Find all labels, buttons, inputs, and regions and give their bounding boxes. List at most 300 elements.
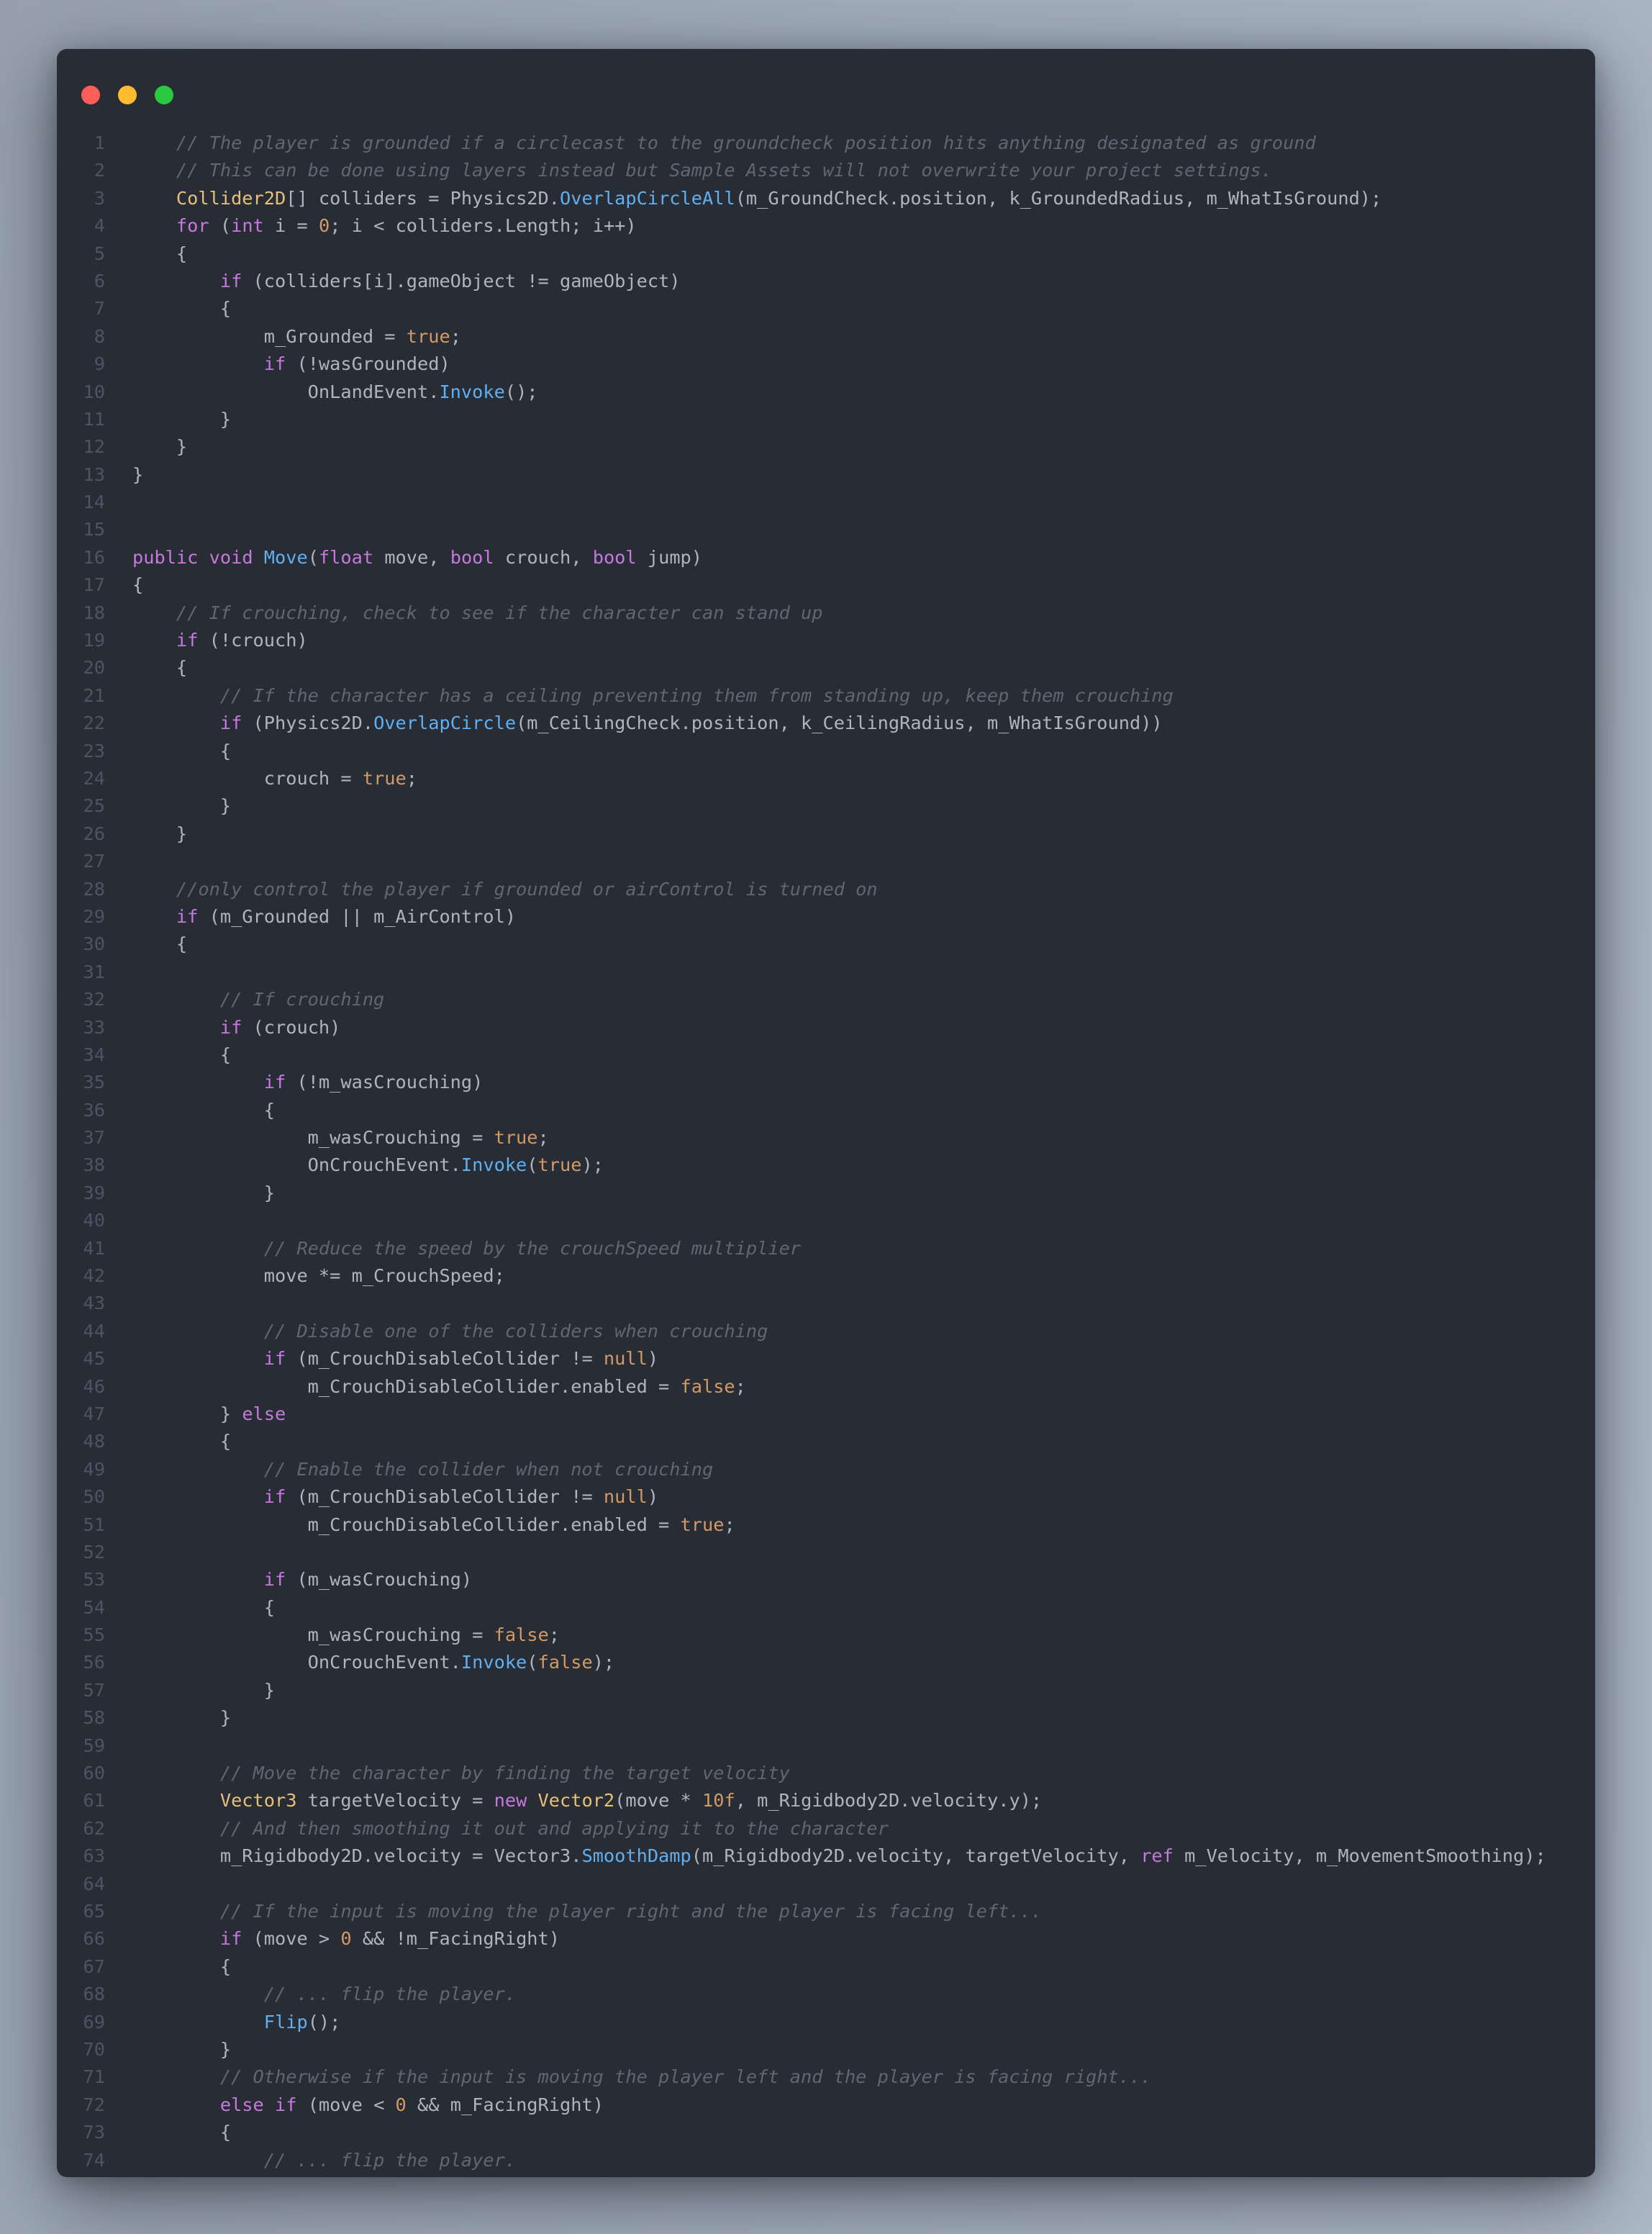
code-segment: } — [132, 1707, 232, 1729]
code-segment: ); — [581, 1154, 604, 1176]
code-line — [57, 516, 1595, 543]
code-line — [57, 1097, 1595, 1124]
code-line — [57, 461, 1595, 489]
line-number: 4 — [94, 215, 105, 237]
code-segment: OnCrouchEvent. — [132, 1652, 461, 1673]
code-text — [105, 1981, 516, 2008]
code-text — [105, 1594, 275, 1622]
line-number: 50 — [83, 1486, 105, 1508]
code-segment: else — [242, 1403, 286, 1424]
code-segment — [132, 1486, 264, 1507]
code-line — [57, 433, 1595, 461]
code-line — [57, 1677, 1595, 1704]
code-line — [57, 959, 1595, 986]
code-text — [105, 1345, 658, 1372]
code-segment: false — [494, 1624, 549, 1646]
code-segment: if — [263, 353, 286, 375]
code-line — [57, 738, 1595, 765]
code-segment: (colliders[i].gameObject != gameObject) — [242, 270, 681, 291]
code-line — [57, 1566, 1595, 1593]
code-segment: { — [132, 298, 232, 320]
code-segment: } — [132, 2038, 232, 2060]
code-line — [57, 571, 1595, 599]
code-segment: SmoothDamp — [581, 1845, 691, 1867]
code-editor-window — [57, 49, 1595, 2177]
code-line — [57, 1345, 1595, 1372]
code-segment — [132, 1928, 220, 1949]
code-segment: if — [219, 1016, 242, 1038]
window-titlebar — [81, 86, 173, 104]
line-number: 24 — [83, 767, 105, 789]
code-segment: true — [537, 1154, 582, 1176]
code-line — [57, 765, 1595, 792]
code-line — [57, 1318, 1595, 1345]
line-number: 55 — [83, 1624, 105, 1646]
code-text — [105, 2036, 231, 2063]
code-segment: m_wasCrouching = — [132, 1624, 494, 1646]
code-text — [105, 157, 1272, 184]
code-text — [105, 1097, 275, 1124]
line-number: 63 — [83, 1845, 105, 1867]
code-line — [57, 1152, 1595, 1179]
code-segment: targetVelocity = — [296, 1790, 494, 1812]
code-segment: (); — [307, 2011, 341, 2032]
code-segment: (move * — [614, 1790, 703, 1812]
code-segment: OnLandEvent. — [132, 381, 440, 402]
code-segment: // If the character has a ceiling preventing them from standing up, keep them crouching — [132, 684, 1174, 706]
code-text — [105, 1815, 889, 1842]
code-text — [105, 1207, 132, 1234]
code-segment: (m_CrouchDisableCollider != — [286, 1486, 604, 1508]
code-text — [105, 571, 143, 599]
code-segment: } — [132, 436, 188, 458]
line-number: 65 — [83, 1901, 105, 1922]
code-segment: } — [132, 1403, 242, 1424]
close-button[interactable] — [81, 86, 100, 104]
code-text — [105, 1704, 231, 1732]
code-line — [57, 627, 1595, 654]
code-segment: } — [132, 795, 232, 817]
code-text — [105, 1511, 735, 1539]
code-segment: 10f — [702, 1790, 735, 1812]
line-number: 56 — [83, 1652, 105, 1673]
code-text — [105, 1732, 132, 1760]
code-text — [105, 654, 187, 682]
code-segment: (m_CeilingCheck.position, k_CeilingRadius, m_WhatIsGround)) — [516, 713, 1163, 734]
code-line — [57, 1290, 1595, 1317]
line-number: 49 — [83, 1458, 105, 1480]
line-number: 62 — [83, 1817, 105, 1839]
code-text — [105, 600, 823, 627]
code-segment: { — [132, 1596, 275, 1618]
code-segment: m_Grounded = — [132, 325, 407, 347]
code-line — [57, 1649, 1595, 1676]
code-text — [105, 1787, 1042, 1814]
code-segment: jump) — [636, 546, 703, 568]
code-segment: OverlapCircle — [373, 713, 517, 734]
code-segment: { — [132, 933, 188, 955]
zoom-button[interactable] — [155, 86, 173, 104]
line-number: 1 — [94, 132, 105, 153]
line-number: 15 — [83, 519, 105, 541]
code-segment: bool — [450, 546, 494, 568]
code-line — [57, 1953, 1595, 1981]
code-text — [105, 2091, 604, 2119]
code-segment: true — [362, 767, 407, 789]
code-segment: ref — [1140, 1845, 1174, 1867]
code-text — [105, 544, 702, 571]
code-line — [57, 379, 1595, 406]
code-segment: // The player is grounded if a circlecast to the groundcheck position hits anything designated as ground — [132, 132, 1316, 153]
line-number: 14 — [83, 492, 105, 513]
code-segment: (move < — [296, 2094, 396, 2115]
code-line — [57, 1483, 1595, 1511]
code-line — [57, 185, 1595, 212]
code-text — [105, 130, 1316, 157]
code-line — [57, 820, 1595, 848]
code-segment: (crouch) — [242, 1016, 341, 1038]
line-number: 41 — [83, 1237, 105, 1259]
code-text — [105, 738, 231, 765]
code-segment: i = — [263, 215, 319, 237]
code-segment: if — [219, 713, 242, 734]
line-number: 17 — [83, 574, 105, 596]
code-segment: && !m_FacingRight) — [351, 1928, 560, 1950]
code-segment: m_CrouchDisableCollider.enabled = — [132, 1514, 681, 1535]
line-number: 54 — [83, 1596, 105, 1618]
line-number: 2 — [94, 160, 105, 181]
code-segment: } — [132, 823, 188, 844]
code-segment: 0 — [340, 1928, 352, 1950]
line-number: 47 — [83, 1403, 105, 1424]
code-text — [105, 1014, 340, 1041]
code-line — [57, 1069, 1595, 1096]
code-text — [105, 295, 231, 322]
line-number: 58 — [83, 1707, 105, 1729]
line-number: 59 — [83, 1735, 105, 1756]
code-line — [57, 489, 1595, 516]
code-segment: // If crouching — [132, 989, 385, 1010]
code-line — [57, 600, 1595, 627]
code-segment: if — [263, 1569, 286, 1591]
code-segment: else — [219, 2094, 264, 2115]
line-number: 67 — [83, 1955, 105, 1977]
code-line — [57, 876, 1595, 903]
code-line — [57, 240, 1595, 268]
code-segment: new — [494, 1790, 527, 1812]
code-text — [105, 1290, 132, 1317]
line-number: 18 — [83, 602, 105, 623]
line-number: 69 — [83, 2011, 105, 2032]
code-segment: } — [132, 1182, 275, 1203]
code-line — [57, 1539, 1595, 1566]
code-text — [105, 1318, 768, 1345]
code-segment: (m_Rigidbody2D.velocity, targetVelocity, — [691, 1845, 1141, 1867]
code-segment: // If crouching, check to see if the character can stand up — [132, 602, 823, 623]
code-segment: (!crouch) — [198, 630, 308, 651]
code-segment: m_wasCrouching = — [132, 1127, 494, 1149]
code-line — [57, 1456, 1595, 1483]
code-text — [105, 710, 1163, 737]
line-number: 5 — [94, 243, 105, 264]
code-segment: (!wasGrounded) — [286, 353, 450, 375]
line-number: 7 — [94, 298, 105, 320]
code-segment: ( — [307, 546, 319, 568]
line-number: 46 — [83, 1375, 105, 1397]
code-segment: 0 — [318, 215, 330, 237]
line-number: 27 — [83, 851, 105, 872]
line-number: 71 — [83, 2066, 105, 2088]
code-line — [57, 406, 1595, 433]
line-number: 48 — [83, 1431, 105, 1452]
line-number: 45 — [83, 1348, 105, 1370]
code-segment: Move — [263, 546, 308, 568]
code-line — [57, 2119, 1595, 2146]
line-number: 34 — [83, 1044, 105, 1065]
code-text — [105, 489, 132, 516]
code-line — [57, 2009, 1595, 2036]
code-segment: { — [132, 1044, 232, 1065]
code-segment: Invoke — [460, 1652, 527, 1673]
code-segment: // Reduce the speed by the crouchSpeed multiplier — [132, 1237, 802, 1259]
code-segment: //only control the player if grounded or airControl is turned on — [132, 878, 878, 900]
code-line — [57, 654, 1595, 682]
code-line — [57, 2091, 1595, 2119]
line-number: 73 — [83, 2122, 105, 2143]
code-segment: ; — [735, 1375, 746, 1397]
code-line — [57, 1622, 1595, 1649]
code-segment: ) — [647, 1348, 659, 1370]
code-line — [57, 1428, 1595, 1455]
code-segment: Vector3 — [219, 1790, 297, 1812]
line-number: 16 — [83, 546, 105, 568]
code-text — [105, 323, 461, 351]
line-number: 6 — [94, 270, 105, 291]
code-line — [57, 295, 1595, 322]
line-number: 52 — [83, 1541, 105, 1563]
line-number: 39 — [83, 1182, 105, 1203]
line-number: 72 — [83, 2094, 105, 2115]
code-segment: void — [209, 546, 253, 568]
code-line — [57, 931, 1595, 958]
code-text — [105, 2063, 1151, 2091]
code-segment: (Physics2D. — [242, 713, 374, 734]
code-segment: } — [132, 463, 144, 485]
code-segment: (); — [504, 381, 538, 402]
code-segment: if — [263, 1348, 286, 1370]
code-text — [105, 268, 681, 295]
code-text — [105, 516, 132, 543]
code-segment: { — [132, 657, 188, 679]
code-segment: // If the input is moving the player right and the player is facing left... — [132, 1901, 1043, 1922]
code-segment: && m_FacingRight) — [406, 2094, 604, 2115]
code-segment: // This can be done using layers instead but Sample Assets will not overwrite your project settings. — [132, 160, 1272, 181]
code-segment — [264, 2094, 275, 2115]
code-line — [57, 130, 1595, 157]
line-number: 21 — [83, 684, 105, 706]
code-segment: ) — [647, 1486, 659, 1508]
line-number: 20 — [83, 657, 105, 679]
line-number: 25 — [83, 795, 105, 817]
code-text — [105, 1456, 713, 1483]
code-segment: (m_CrouchDisableCollider != — [286, 1348, 604, 1370]
code-text — [105, 2119, 231, 2146]
line-number: 28 — [83, 878, 105, 900]
code-segment: (!m_wasCrouching) — [286, 1072, 484, 1093]
code-segment: // Disable one of the colliders when crouching — [132, 1320, 768, 1342]
code-line — [57, 1373, 1595, 1401]
line-number: 22 — [83, 713, 105, 734]
code-segment: m_Rigidbody2D.velocity = Vector3. — [132, 1845, 582, 1867]
code-segment: // Otherwise if the input is moving the player left and the player is facing right... — [132, 2066, 1152, 2088]
code-line — [57, 1401, 1595, 1428]
code-segment: (m_GroundCheck.position, k_GroundedRadius, m_WhatIsGround); — [735, 187, 1382, 209]
line-number: 40 — [83, 1210, 105, 1231]
code-line — [57, 1732, 1595, 1760]
code-segment: ( — [527, 1154, 538, 1176]
code-line — [57, 1180, 1595, 1207]
code-line — [57, 1787, 1595, 1814]
code-segment: float — [318, 546, 374, 568]
line-number: 13 — [83, 463, 105, 485]
code-segment: { — [132, 243, 188, 264]
code-line — [57, 1124, 1595, 1152]
code-text — [105, 627, 308, 654]
code-segment: Flip — [263, 2011, 308, 2032]
code-segment: null — [603, 1486, 648, 1508]
code-text — [105, 682, 1174, 710]
code-segment: , m_Rigidbody2D.velocity.y); — [735, 1790, 1043, 1812]
code-segment — [132, 1569, 264, 1590]
line-number: 70 — [83, 2038, 105, 2060]
code-text — [105, 212, 637, 240]
line-number: 12 — [83, 436, 105, 458]
code-line — [57, 1815, 1595, 1842]
line-number: 8 — [94, 325, 105, 347]
code-segment: ; — [537, 1127, 549, 1149]
code-segment: Collider2D — [132, 187, 286, 209]
code-text — [105, 765, 417, 792]
code-text — [105, 820, 187, 848]
code-text — [105, 1373, 746, 1401]
code-segment: false — [537, 1652, 593, 1673]
code-text — [105, 792, 231, 820]
code-text — [105, 986, 384, 1013]
code-segment: true — [680, 1514, 725, 1535]
code-line — [57, 903, 1595, 931]
code-line — [57, 1262, 1595, 1290]
code-text — [105, 1124, 549, 1152]
minimize-button[interactable] — [118, 86, 137, 104]
line-number: 9 — [94, 353, 105, 375]
code-text — [105, 1566, 472, 1593]
code-text — [105, 1925, 560, 1953]
code-line — [57, 2063, 1595, 2091]
code-text — [105, 848, 132, 875]
line-number: 38 — [83, 1154, 105, 1176]
code-segment: Invoke — [439, 381, 505, 402]
code-line — [57, 351, 1595, 378]
code-segment: move, — [373, 546, 450, 568]
code-segment: if — [275, 2094, 297, 2115]
code-text — [105, 2009, 340, 2036]
line-number: 44 — [83, 1320, 105, 1342]
code-text — [105, 351, 450, 378]
code-text — [105, 876, 878, 903]
line-number: 3 — [94, 187, 105, 209]
line-number: 57 — [83, 1679, 105, 1701]
code-segment: crouch = — [132, 767, 363, 789]
code-text — [105, 433, 187, 461]
code-segment — [132, 713, 220, 733]
code-segment: ; — [450, 325, 461, 347]
code-segment: if — [263, 1486, 286, 1508]
code-line — [57, 1594, 1595, 1622]
code-text — [105, 1180, 275, 1207]
code-segment: ; — [548, 1624, 560, 1646]
code-segment: int — [231, 215, 264, 237]
code-segment: null — [603, 1348, 648, 1370]
line-number: 26 — [83, 823, 105, 844]
code-segment: if — [263, 1072, 286, 1093]
code-segment — [132, 2094, 220, 2115]
code-segment: { — [132, 1955, 232, 1977]
line-number: 19 — [83, 630, 105, 651]
code-line — [57, 986, 1595, 1013]
code-line — [57, 710, 1595, 737]
code-line — [57, 1014, 1595, 1041]
code-segment — [132, 353, 264, 374]
code-segment: ( — [209, 215, 232, 237]
line-number: 35 — [83, 1072, 105, 1093]
code-segment: ; i < colliders.Length; i++) — [330, 215, 637, 237]
line-number: 30 — [83, 933, 105, 955]
code-text — [105, 931, 187, 958]
code-text — [105, 1428, 231, 1455]
code-segment: ; — [406, 767, 417, 789]
code-segment — [132, 1017, 220, 1038]
code-segment: (m_wasCrouching) — [286, 1569, 473, 1591]
code-segment — [253, 547, 264, 568]
code-segment: 0 — [395, 2094, 407, 2115]
code-segment: // ... flip the player. — [132, 1984, 517, 2005]
line-number: 33 — [83, 1016, 105, 1038]
code-text — [105, 1069, 483, 1096]
code-line — [57, 1235, 1595, 1262]
code-segment — [132, 630, 176, 651]
code-line — [57, 1207, 1595, 1234]
code-text — [105, 1539, 132, 1566]
code-line — [57, 848, 1595, 875]
line-number: 32 — [83, 989, 105, 1010]
code-text — [105, 1401, 286, 1428]
code-segment: (m_Grounded || m_AirControl) — [198, 905, 517, 927]
code-segment: // And then smoothing it out and applying it to the character — [132, 1817, 889, 1839]
code-segment: if — [219, 270, 242, 291]
code-segment: [] colliders = Physics2D. — [286, 187, 560, 209]
code-segment: move *= m_CrouchSpeed; — [132, 1265, 505, 1287]
code-segment: (move > — [242, 1928, 341, 1950]
line-number: 74 — [83, 2149, 105, 2171]
line-number: 61 — [83, 1790, 105, 1812]
line-number: 23 — [83, 740, 105, 761]
code-segment — [198, 547, 209, 568]
code-segment: { — [132, 1099, 275, 1121]
line-number: 53 — [83, 1569, 105, 1591]
code-text — [105, 1152, 604, 1179]
code-segment: ( — [527, 1652, 538, 1673]
code-line — [57, 1041, 1595, 1069]
